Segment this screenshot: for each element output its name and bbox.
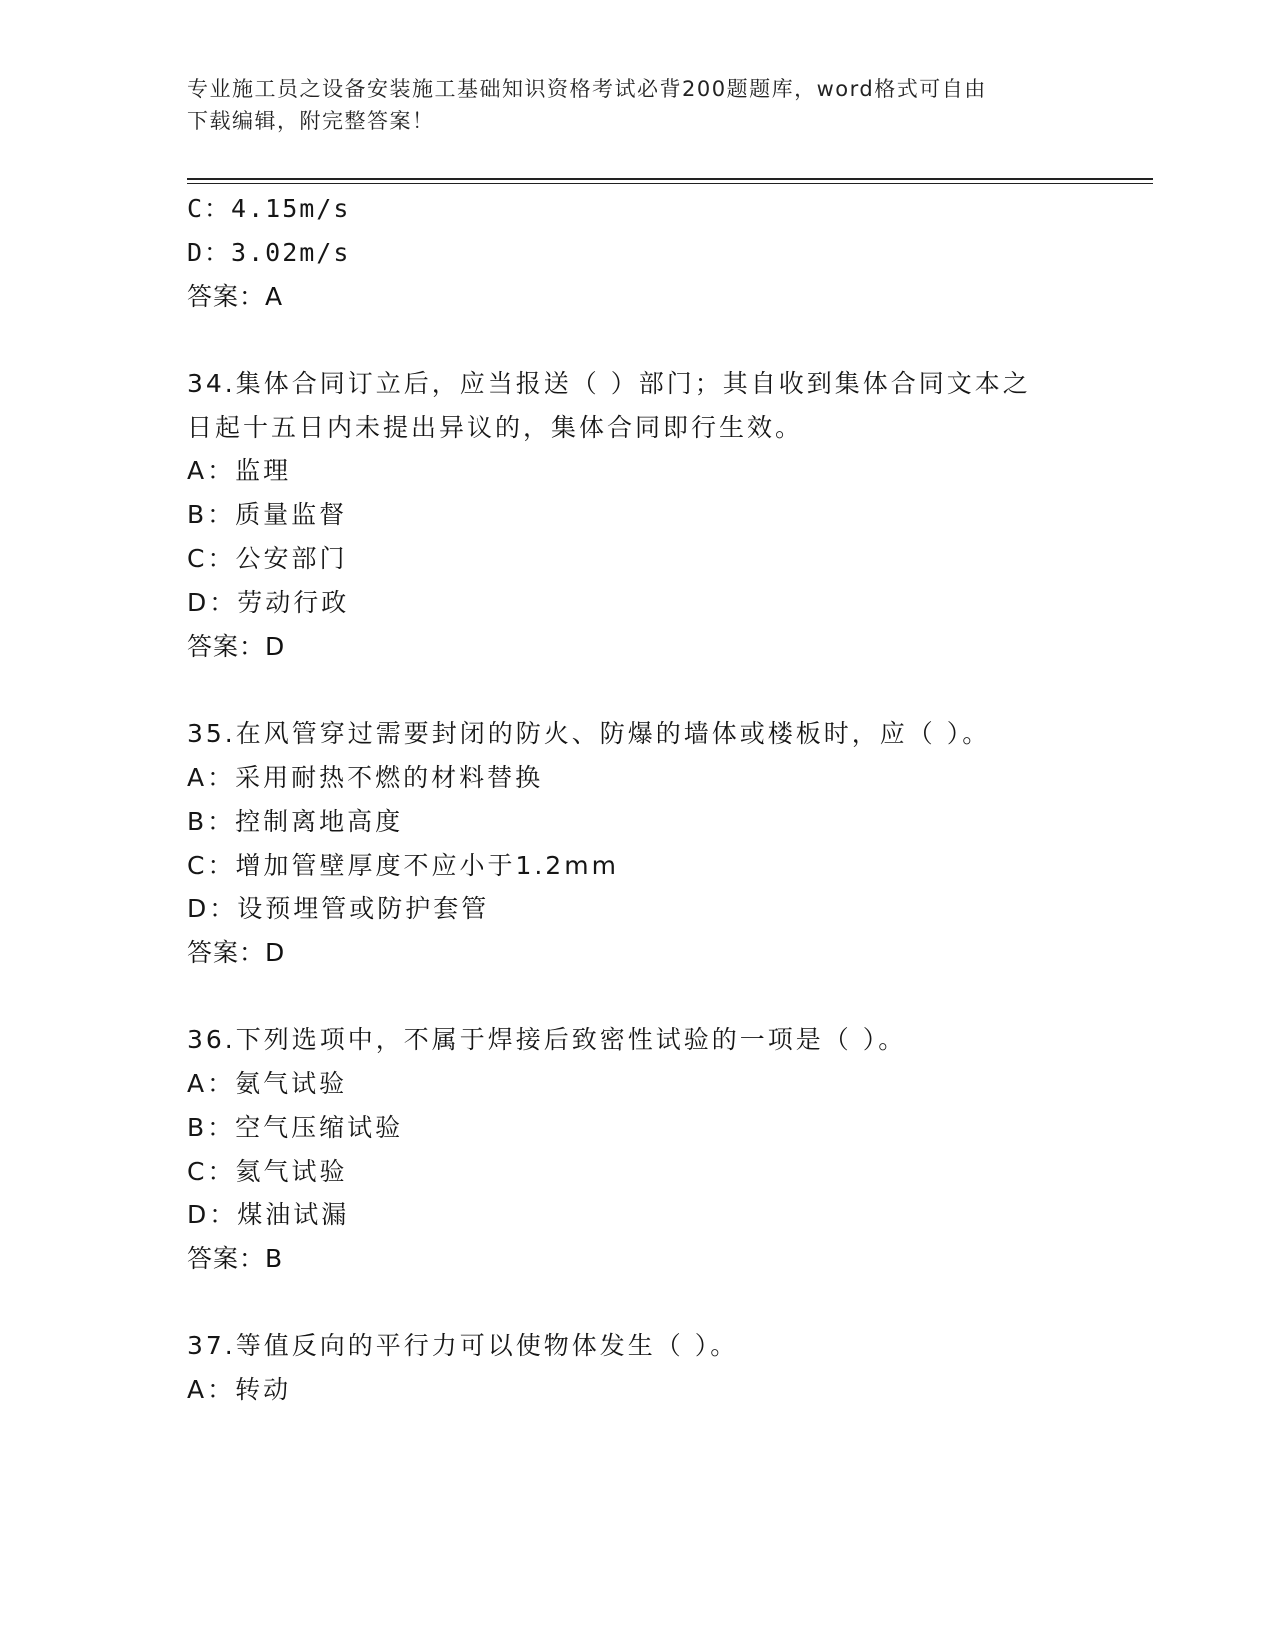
q37-stem: 37.等值反向的平行力可以使物体发生（ ）。 xyxy=(187,1331,739,1360)
q35-option-c: C：增加管壁厚度不应小于1.2mm xyxy=(187,851,619,880)
q36-option-d: D：煤油试漏 xyxy=(187,1200,350,1229)
q33-option-d: D：3.02m/s xyxy=(187,238,351,267)
q35-option-b: B：控制离地高度 xyxy=(187,807,404,836)
q34-stem-line-1: 34.集体合同订立后，应当报送（ ）部门；其自收到集体合同文本之 xyxy=(187,369,1031,398)
q33-answer: 答案：A xyxy=(187,282,284,311)
q34-answer: 答案：D xyxy=(187,632,286,661)
q34-option-b: B：质量监督 xyxy=(187,500,348,529)
q34-option-a: A：监理 xyxy=(187,456,292,485)
q35-answer: 答案：D xyxy=(187,938,286,967)
header-divider xyxy=(187,178,1153,184)
q34-stem-line-2: 日起十五日内未提出异议的，集体合同即行生效。 xyxy=(187,413,804,442)
q35-option-a: A：采用耐热不燃的材料替换 xyxy=(187,763,544,792)
q35-stem: 35.在风管穿过需要封闭的防火、防爆的墙体或楼板时，应（ ）。 xyxy=(187,719,991,748)
document-header xyxy=(187,73,1067,137)
q37-option-a: A：转动 xyxy=(187,1375,292,1404)
header-line-2: 下载编辑，附完整答案！ xyxy=(187,109,435,133)
q36-option-b: B：空气压缩试验 xyxy=(187,1113,404,1142)
q34-option-d: D：劳动行政 xyxy=(187,588,350,617)
q36-stem: 36.下列选项中，不属于焊接后致密性试验的一项是（ ）。 xyxy=(187,1025,907,1054)
q36-answer: 答案：B xyxy=(187,1244,284,1273)
q36-option-c: C：氦气试验 xyxy=(187,1157,348,1186)
q33-option-c: C：4.15m/s xyxy=(187,194,351,223)
header-line-1: 专业施工员之设备安装施工基础知识资格考试必背200题题库，word格式可自由 xyxy=(187,77,987,101)
q34-option-c: C：公安部门 xyxy=(187,544,348,573)
q35-option-d: D：设预埋管或防护套管 xyxy=(187,894,490,923)
q36-option-a: A：氨气试验 xyxy=(187,1069,348,1098)
